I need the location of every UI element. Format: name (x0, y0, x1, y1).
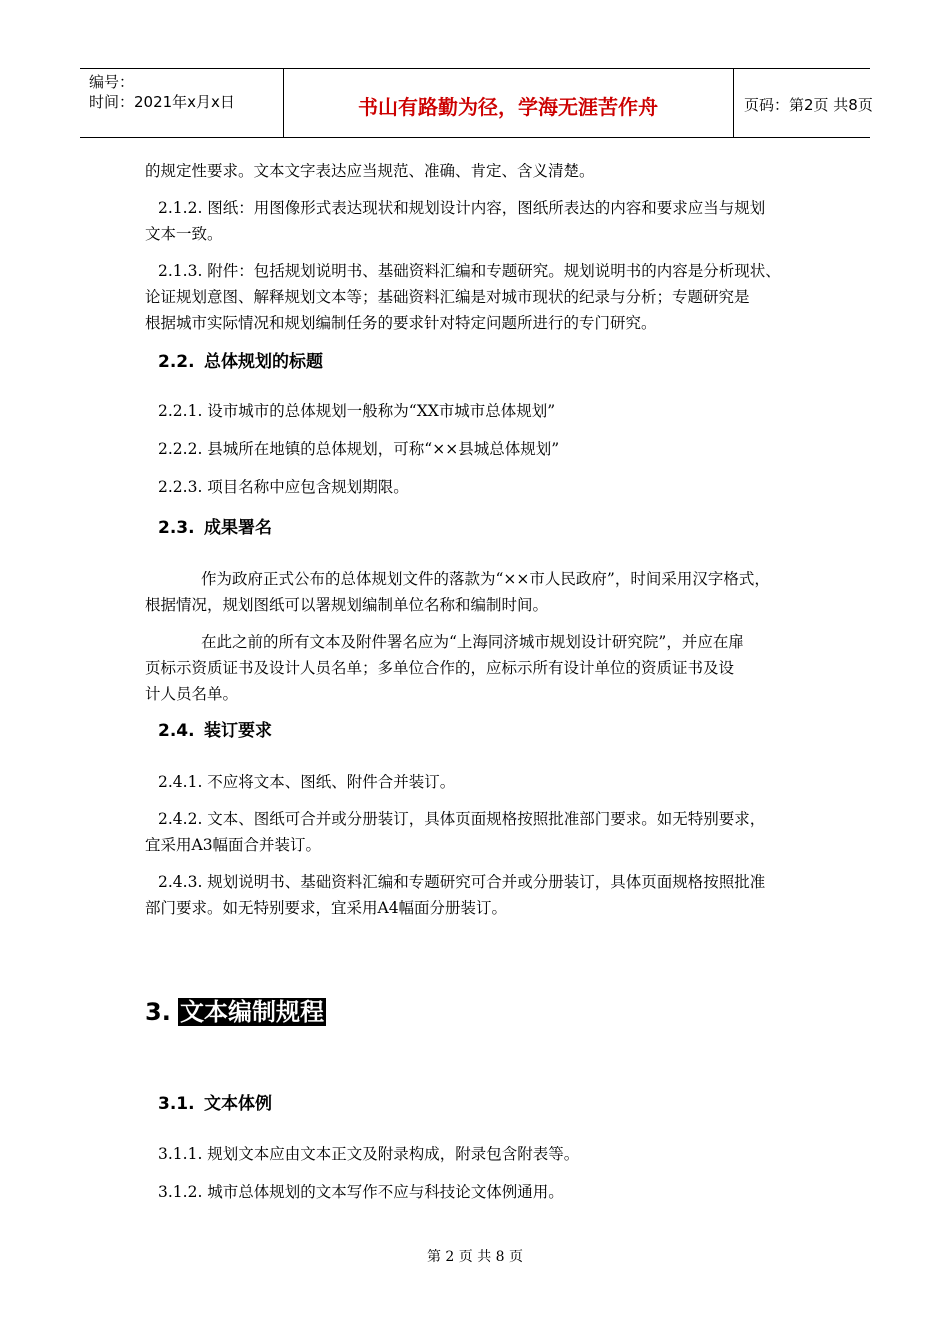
signature-paragraph-2-line3: 计人员名单。 (145, 685, 239, 703)
header-page-info: 页码：第2页 共8页 (744, 96, 873, 114)
section-heading-2-4 (158, 716, 272, 741)
section-number: 2.3. (158, 518, 195, 538)
clause-2-4-3-line1: 2.4.3. 规划说明书、基础资料汇编和专题研究可合并或分册装订，具体页面规格按照批准 (158, 873, 766, 891)
section-heading-2-3 (158, 513, 272, 538)
clause-2-2-2: 2.2.2. 县城所在地镇的总体规划，可称“××县城总体规划” (158, 440, 560, 458)
clause-2-4-2-line1: 2.4.2. 文本、图纸可合并或分册装订，具体页面规格按照批准部门要求。如无特别要求， (158, 810, 766, 828)
clause-2-2-3: 2.2.3. 项目名称中应包含规划期限。 (158, 478, 409, 496)
section-heading-2-2 (158, 347, 323, 372)
header-page-cell (734, 69, 873, 137)
signature-paragraph-1-line1: 作为政府正式公布的总体规划文件的落款为“××市人民政府”，时间采用汉字格式， (201, 570, 770, 588)
clause-3-1-1: 3.1.1. 规划文本应由文本正文及附录构成，附录包含附表等。 (158, 1145, 580, 1163)
section-title: 装订要求 (204, 721, 272, 741)
header-motto-cell (283, 69, 734, 137)
header-motto: 书山有路勤为径，学海无涯苦作舟 (358, 95, 658, 119)
page-footer: 第 2 页 共 8 页 (426, 1249, 524, 1265)
clause-2-1-3-line1: 2.1.3. 附件：包括规划说明书、基础资料汇编和专题研究。规划说明书的内容是分析现状、 (158, 262, 781, 280)
clause-2-1-2-line2: 文本一致。 (145, 225, 223, 243)
clause-2-4-3-line2: 部门要求。如无特别要求，宜采用A4幅面分册装订。 (145, 899, 508, 917)
signature-paragraph-1-line2: 根据情况，规划图纸可以署规划编制单位名称和编制时间。 (145, 596, 549, 614)
section-number: 3.1. (158, 1094, 195, 1114)
signature-paragraph-2-line1: 在此之前的所有文本及附件署名应为“上海同济城市规划设计研究院”，并应在扉 (201, 633, 744, 651)
clause-2-1-2-line1: 2.1.2. 图纸：用图像形式表达现状和规划设计内容，图纸所表达的内容和要求应当与规划 (158, 199, 766, 217)
clause-2-2-1: 2.2.1. 设市城市的总体规划一般称为“XX市城市总体规划” (158, 402, 556, 420)
chapter-title: 文本编制规程 (180, 998, 324, 1026)
clause-2-4-2-line2: 宜采用A3幅面合并装订。 (145, 836, 322, 854)
document-time-label: 时间：2021年x月x日 (89, 93, 235, 111)
chapter-heading-3 (145, 992, 326, 1027)
section-number: 2.2. (158, 352, 195, 372)
section-title: 总体规划的标题 (204, 352, 323, 372)
section-heading-3-1 (158, 1089, 272, 1114)
chapter-number: 3. (145, 998, 171, 1026)
section-title: 文本体例 (204, 1094, 272, 1114)
paragraph-continuation: 的规定性要求。文本文字表达应当规范、准确、肯定、含义清楚。 (145, 162, 595, 180)
section-number: 2.4. (158, 721, 195, 741)
clause-2-1-3-line2: 论证规划意图、解释规划文本等；基础资料汇编是对城市现状的纪录与分析；专题研究是 (145, 288, 750, 306)
section-title: 成果署名 (204, 518, 272, 538)
clause-3-1-2: 3.1.2. 城市总体规划的文本写作不应与科技论文体例通用。 (158, 1183, 564, 1201)
clause-2-1-3-line3: 根据城市实际情况和规划编制任务的要求针对特定问题所进行的专门研究。 (145, 314, 657, 332)
signature-paragraph-2-line2: 页标示资质证书及设计人员名单；多单位合作的，应标示所有设计单位的资质证书及设 (145, 659, 735, 677)
page-header (80, 68, 873, 138)
clause-2-4-1: 2.4.1. 不应将文本、图纸、附件合并装订。 (158, 773, 456, 791)
document-number-label: 编号： (89, 73, 135, 91)
header-meta-cell (80, 69, 284, 137)
